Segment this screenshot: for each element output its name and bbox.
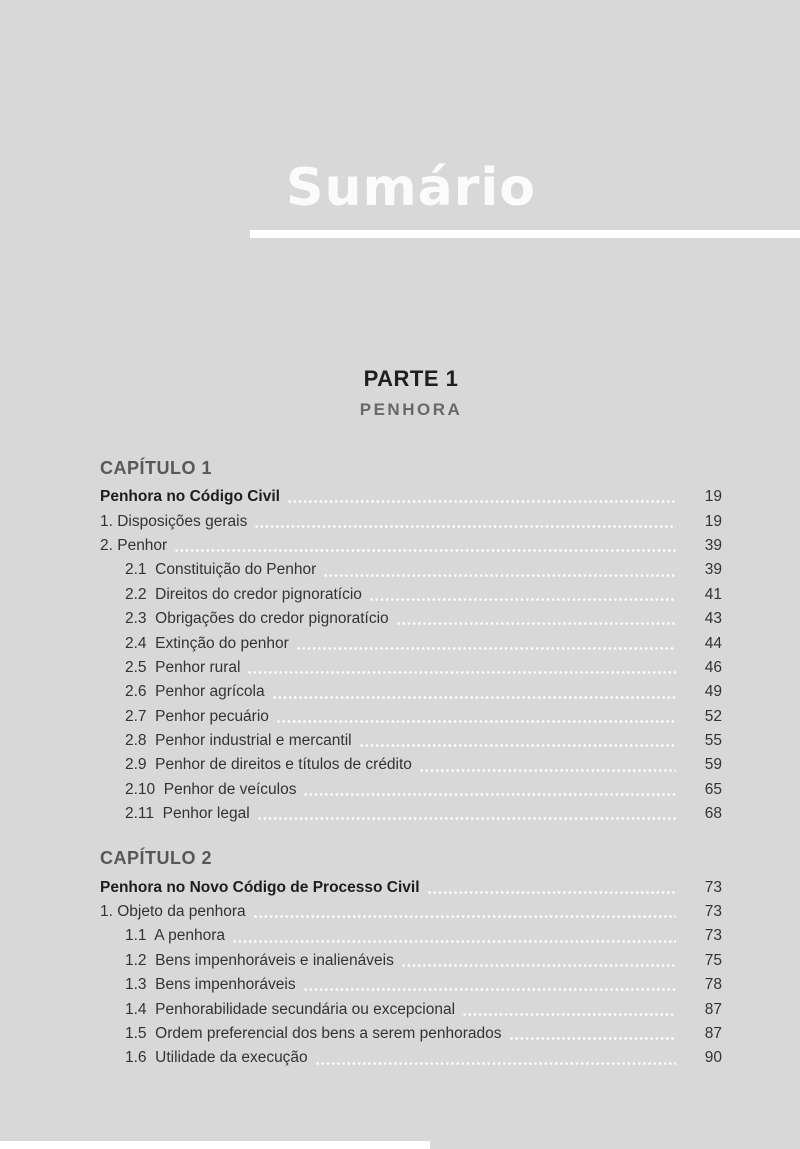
toc-entry-label: 2.11 Penhor legal xyxy=(125,805,250,823)
toc-entry xyxy=(100,1046,722,1070)
toc-entry-label: 2.6 Penhor agrícola xyxy=(125,683,265,701)
toc-entry-page-number: 44 xyxy=(704,634,722,652)
toc-entry-page-number: 55 xyxy=(704,732,722,750)
toc-entry-page-number: 90 xyxy=(704,1049,722,1067)
toc-entry xyxy=(100,509,722,533)
toc-entry xyxy=(100,534,722,558)
toc-entry-label: 2.3 Obrigações do credor pignoratício xyxy=(125,610,389,628)
page-title: Sumário xyxy=(286,157,536,218)
toc-entry-page-number: 75 xyxy=(704,951,722,969)
toc-entry xyxy=(100,802,722,826)
toc-entry xyxy=(100,875,722,899)
toc-entry-label: 1. Objeto da penhora xyxy=(100,903,246,921)
chapter-entries xyxy=(100,485,722,826)
toc-entry-label: 2.10 Penhor de veículos xyxy=(125,780,297,798)
bottom-accent-bar xyxy=(0,1141,430,1149)
dot-leader xyxy=(369,583,676,607)
toc-entry-page-number: 39 xyxy=(704,561,722,579)
dot-leader xyxy=(253,900,676,924)
toc-entry-label: 2.1 Constituição do Penhor xyxy=(125,561,317,579)
dot-leader xyxy=(276,705,676,729)
top-accent-bar xyxy=(250,230,800,238)
dot-leader xyxy=(303,973,676,997)
dot-leader xyxy=(323,558,676,582)
toc-entry-label: 1.4 Penhorabilidade secundária ou excepcional xyxy=(125,1000,456,1018)
toc-entry xyxy=(100,680,722,704)
toc-entry-label: 1.2 Bens impenhoráveis e inalienáveis xyxy=(125,951,394,969)
toc-entry-page-number: 52 xyxy=(704,707,722,725)
toc-entry xyxy=(100,924,722,948)
toc-entry-page-number: 68 xyxy=(704,805,722,823)
toc-entry xyxy=(100,729,722,753)
dot-leader xyxy=(419,753,676,777)
dot-leader xyxy=(247,656,676,680)
dot-leader xyxy=(174,534,676,558)
toc-entry-label: 2.8 Penhor industrial e mercantil xyxy=(125,732,352,750)
part-subtitle: PENHORA xyxy=(359,400,463,419)
toc-entry-page-number: 73 xyxy=(704,903,722,921)
dot-leader xyxy=(287,485,676,509)
toc-entry-label: 1.6 Utilidade da execução xyxy=(125,1049,308,1067)
toc-entry-page-number: 78 xyxy=(704,976,722,994)
toc-entry-page-number: 73 xyxy=(704,878,722,896)
toc-entry xyxy=(100,558,722,582)
toc-entry-page-number: 65 xyxy=(704,780,722,798)
dot-leader xyxy=(401,949,676,973)
dot-leader xyxy=(296,631,676,655)
toc-entry-page-number: 19 xyxy=(704,488,722,506)
toc-entry-label: 1.3 Bens impenhoráveis xyxy=(125,976,296,994)
toc-entry-page-number: 43 xyxy=(704,610,722,628)
toc-entry-label: Penhora no Novo Código de Processo Civil xyxy=(100,878,420,896)
toc-entry-page-number: 41 xyxy=(704,585,722,603)
dot-leader xyxy=(272,680,676,704)
dot-leader xyxy=(359,729,676,753)
toc-entry-label: 2.4 Extinção do penhor xyxy=(125,634,289,652)
toc-entry-label: 1. Disposições gerais xyxy=(100,512,248,530)
toc-entry xyxy=(100,753,722,777)
dot-leader xyxy=(427,875,676,899)
chapter-heading: CAPÍTULO 1 xyxy=(100,458,213,478)
toc-entry-label: 2.7 Penhor pecuário xyxy=(125,707,269,725)
toc-entry-page-number: 39 xyxy=(704,536,722,554)
chapter-section-1 xyxy=(100,457,722,826)
toc-entry-label: 1.5 Ordem preferencial dos bens a serem penhorados xyxy=(125,1025,502,1042)
toc-entry xyxy=(100,485,722,509)
toc-entry xyxy=(100,778,722,802)
toc-entry xyxy=(100,1022,722,1046)
chapter-heading: CAPÍTULO 2 xyxy=(100,848,213,869)
dot-leader xyxy=(396,607,676,631)
toc-entry-page-number: 59 xyxy=(704,756,722,774)
toc-entry xyxy=(100,607,722,631)
dot-leader xyxy=(315,1046,676,1070)
toc-entry-page-number: 49 xyxy=(704,683,722,701)
toc-entry xyxy=(100,705,722,729)
toc-entry xyxy=(100,973,722,997)
dot-leader xyxy=(257,802,676,826)
toc-entry xyxy=(100,900,722,924)
toc-entry-label: 2.2 Direitos do credor pignoratício xyxy=(125,585,362,603)
toc-entry-page-number: 87 xyxy=(704,1025,722,1042)
toc-entry-label: 1.1 A penhora xyxy=(125,927,225,945)
toc-entry xyxy=(100,631,722,655)
dot-leader xyxy=(232,924,676,948)
toc-entry-label: 2.9 Penhor de direitos e títulos de crédito xyxy=(125,756,412,774)
part-title: PARTE 1 xyxy=(363,366,459,391)
toc-entry-page-number: 19 xyxy=(704,512,722,530)
dot-leader xyxy=(254,509,676,533)
part-block xyxy=(100,366,722,420)
chapter-section-2 xyxy=(100,847,722,1070)
toc-entry-label: 2. Penhor xyxy=(100,536,168,554)
toc-entry-page-number: 87 xyxy=(704,1000,722,1018)
table-of-contents xyxy=(100,457,722,1071)
toc-entry-page-number: 46 xyxy=(704,658,722,676)
dot-leader xyxy=(509,1022,676,1046)
chapter-entries xyxy=(100,875,722,1070)
toc-entry xyxy=(100,583,722,607)
toc-entry xyxy=(100,949,722,973)
toc-entry xyxy=(100,656,722,680)
dot-leader xyxy=(462,997,676,1021)
toc-entry-label: Penhora no Código Civil xyxy=(100,488,280,506)
toc-entry-page-number: 73 xyxy=(704,927,722,945)
toc-entry-label: 2.5 Penhor rural xyxy=(125,658,241,676)
toc-entry xyxy=(100,997,722,1021)
dot-leader xyxy=(303,778,676,802)
